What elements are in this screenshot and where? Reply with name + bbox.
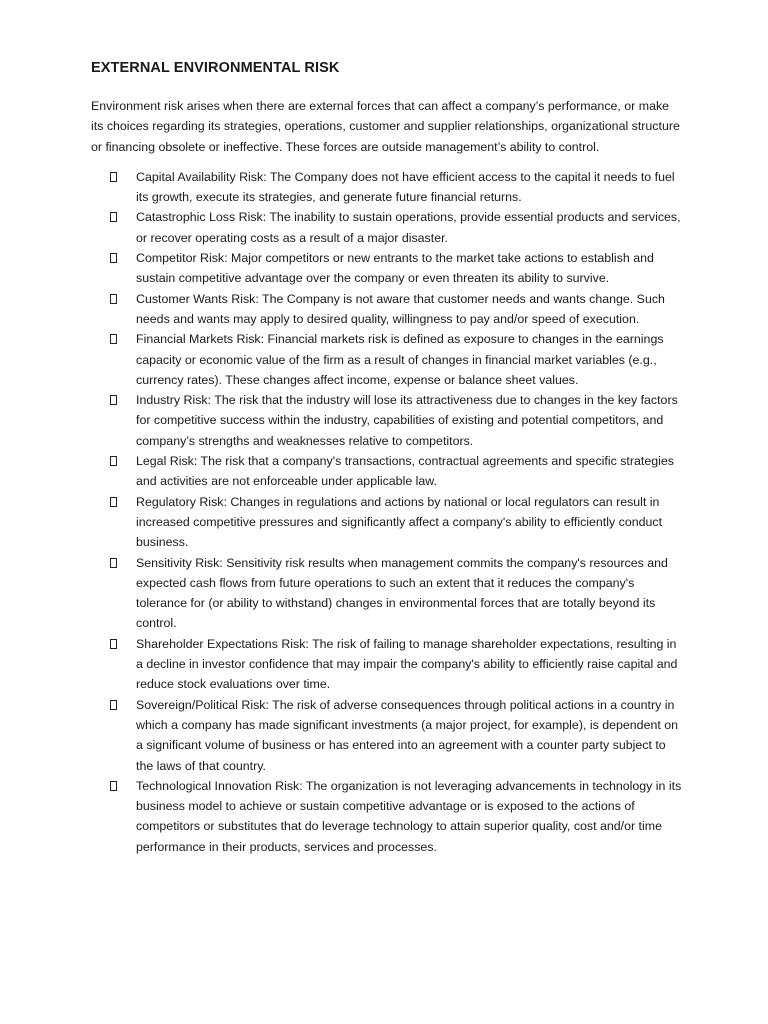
list-item-text: Regulatory Risk: Changes in regulations and actions by national or local regulators can result in increased competitive pressures and significantly affect a company's ability to efficiently conduct business. — [136, 494, 663, 550]
list-item-text: Shareholder Expectations Risk: The risk of failing to manage shareholder expectations, resulting in a decline in investor confidence that may impair the company's ability to efficiently raise capital and reduce stock evaluations over time. — [136, 636, 678, 692]
list-item — [91, 695, 683, 776]
missing-glyph-box-icon — [110, 781, 117, 791]
missing-glyph-box-icon — [110, 700, 117, 710]
missing-glyph-box-icon — [110, 395, 117, 405]
list-item-text: Technological Innovation Risk: The organization is not leveraging advancements in technology in its business model to achieve or sustain competitive advantage or is exposed to the actions of competitors or substitutes that do leverage technology to attain superior quality, cost and/or time performance in their products, services and processes. — [136, 778, 682, 854]
list-item — [91, 167, 683, 208]
list-item — [91, 390, 683, 451]
list-item-text: Sovereign/Political Risk: The risk of adverse consequences through political actions in a country in which a company has made significant investments (a major project, for example), is dependent on a significant volume of business or has entered into an agreement with a counter party subject to the laws of that country. — [136, 697, 679, 773]
missing-glyph-box-icon — [110, 172, 117, 182]
list-item-text: Customer Wants Risk: The Company is not aware that customer needs and wants change. Such needs and wants may apply to desired quality, willingness to pay and/or speed of execution. — [136, 291, 665, 326]
list-item-text: Catastrophic Loss Risk: The inability to sustain operations, provide essential products and services, or recover operating costs as a result of a major disaster. — [136, 210, 681, 245]
missing-glyph-box-icon — [110, 497, 117, 507]
list-item-text: Sensitivity Risk: Sensitivity risk results when management commits the company's resources and expected cash flows from future operations to such an extent that it reduces the company's tolerance for (or ability to withstand) changes in environmental forces that are totally beyond its control. — [136, 555, 668, 631]
list-item-text: Legal Risk: The risk that a company's transactions, contractual agreements and specific strategies and activities are not enforceable under applicable law. — [136, 454, 674, 489]
missing-glyph-box-icon — [110, 253, 117, 263]
risk-list — [91, 167, 683, 857]
list-item — [91, 248, 683, 289]
missing-glyph-box-icon — [110, 558, 117, 568]
document-title: EXTERNAL ENVIRONMENTAL RISK — [91, 60, 340, 76]
list-item — [91, 329, 683, 390]
list-item — [91, 634, 683, 695]
missing-glyph-box-icon — [110, 334, 117, 344]
list-item — [91, 553, 683, 634]
list-item-text: Competitor Risk: Major competitors or new entrants to the market take actions to establish and sustain competitive advantage over the company or even threaten its ability to survive. — [136, 251, 654, 286]
intro-paragraph: Environment risk arises when there are external forces that can affect a company’s performance, or make its choices regarding its strategies, operations, customer and supplier relationships, organizational structure or financing obsolete or ineffective. These forces are outside management’s ability to control. — [91, 99, 680, 154]
list-item-text: Capital Availability Risk: The Company does not have efficient access to the capital it needs to fuel its growth, execute its strategies, and generate future financial returns. — [136, 169, 675, 205]
missing-glyph-box-icon — [110, 639, 117, 649]
list-item — [91, 776, 683, 857]
list-item — [91, 451, 683, 492]
list-item-text: Industry Risk: The risk that the industry will lose its attractiveness due to changes in the key factors for competitive success within the industry, capabilities of existing and potential competitors, and company’s strengths and weaknesses relative to competitors. — [136, 393, 678, 448]
missing-glyph-box-icon — [110, 212, 117, 222]
list-item — [91, 492, 683, 553]
missing-glyph-box-icon — [110, 456, 117, 466]
missing-glyph-box-icon — [110, 294, 117, 304]
list-item-text: Financial Markets Risk: Financial markets risk is defined as exposure to changes in the earnings capacity or economic value of the firm as a result of changes in financial market variables (e.g., currency rates). These changes affect income, expense or balance sheet values. — [136, 332, 664, 387]
list-item — [91, 207, 683, 248]
list-item — [91, 289, 683, 330]
document-page — [91, 58, 683, 857]
